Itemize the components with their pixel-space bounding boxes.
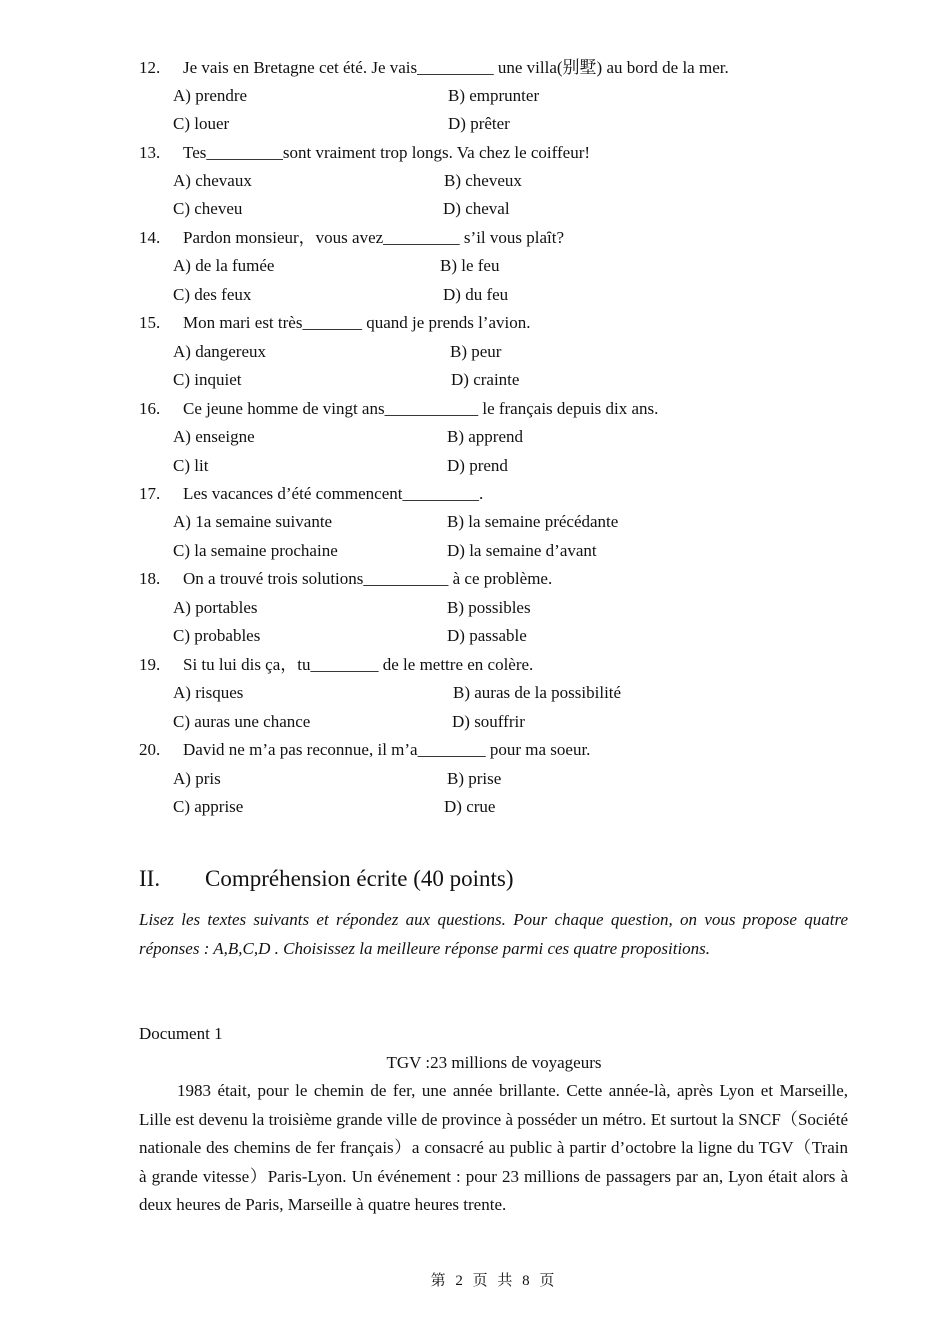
option-d: D) souffrir [452,712,525,731]
question-number: 16. [139,399,161,418]
option-b: B) auras de la possibilité [453,683,622,702]
question-text: Mon mari est très_______ quand je prends l’avion. [183,313,531,332]
option-d: D) du feu [443,285,509,304]
option-a: A) dangereux [173,342,266,361]
option-c: C) louer [173,114,230,133]
option-c: C) apprise [173,797,244,816]
option-d: D) crainte [451,370,520,389]
option-c: C) cheveu [173,199,243,218]
option-d: D) passable [447,626,527,645]
question-number: 15. [139,313,161,332]
option-a: A) portables [173,598,258,617]
option-c: C) inquiet [173,370,242,389]
option-c: C) auras une chance [173,712,311,731]
option-c: C) des feux [173,285,252,304]
section-title: Compréhension écrite (40 points) [205,866,514,891]
question-number: 20. [139,740,161,759]
option-a: A) risques [173,683,244,702]
option-d: D) la semaine d’avant [447,541,597,560]
document-label: Document 1 [139,1024,223,1043]
document-paragraph: 1983 était, pour le chemin de fer, une année brillante. Cette année-là, après Lyon et Marseille, Lille est devenu la troisième grande ville de province à posséder un métro. Et surtout la SNCF（Société nationale des chemins de fer français）a consacré au public à partir d’octobre la ligne du TGV（Train à grande vitesse）Paris-Lyon. Un événement : pour 23 millions de passagers par an, Lyon était alors à deux heures de Paris, Marseille à quatre heures trente. [139,1081,848,1214]
question-number: 18. [139,569,161,588]
question-text: Tes_________sont vraiment trop longs. Va chez le coiffeur! [183,143,591,162]
option-c: C) la semaine prochaine [173,541,338,560]
option-d: D) prêter [448,114,510,133]
question-number: 17. [139,484,161,503]
question-text: Si tu lui dis ça，tu________ de le mettre en colère. [183,655,534,674]
option-b: B) peur [450,342,502,361]
question-number: 13. [139,143,161,162]
option-c: C) lit [173,456,209,475]
question-number: 14. [139,228,161,247]
option-b: B) le feu [440,256,500,275]
question-text: On a trouvé trois solutions__________ à ce problème. [183,569,553,588]
question-text: David ne m’a pas reconnue, il m’a________ pour ma soeur. [183,740,591,759]
question-number: 19. [139,655,161,674]
option-a: A) chevaux [173,171,252,190]
option-a: A) pris [173,769,221,788]
option-c: C) probables [173,626,261,645]
option-d: D) prend [447,456,508,475]
option-a: A) prendre [173,86,248,105]
option-b: B) prise [447,769,502,788]
option-b: B) possibles [447,598,531,617]
option-d: D) cheval [443,199,510,218]
question-text: Ce jeune homme de vingt ans___________ le français depuis dix ans. [183,399,659,418]
section-number: II. [139,866,161,891]
option-a: A) de la fumée [173,256,275,275]
question-number: 12. [139,58,161,77]
option-b: B) la semaine précédante [447,512,619,531]
option-d: D) crue [444,797,496,816]
option-b: B) emprunter [448,86,540,105]
page-footer: 第 2 页 共 8 页 [430,1273,558,1289]
option-a: A) enseigne [173,427,255,446]
option-b: B) apprend [447,427,524,446]
document-title: TGV :23 millions de voyageurs [386,1053,602,1072]
option-a: A) 1a semaine suivante [173,512,333,531]
section-instruction: Lisez les textes suivants et répondez aux questions. Pour chaque question, on vous propose quatre réponses : A,B,C,D . Choisissez la meilleure réponse parmi ces quatre propositions. [139,910,848,958]
question-text: Je vais en Bretagne cet été. Je vais_________ une villa(别墅) au bord de la mer. [183,58,729,77]
option-b: B) cheveux [444,171,522,190]
question-text: Les vacances d’été commencent_________. [183,484,484,503]
question-text: Pardon monsieur，vous avez_________ s’il vous plaȋt? [183,228,565,247]
